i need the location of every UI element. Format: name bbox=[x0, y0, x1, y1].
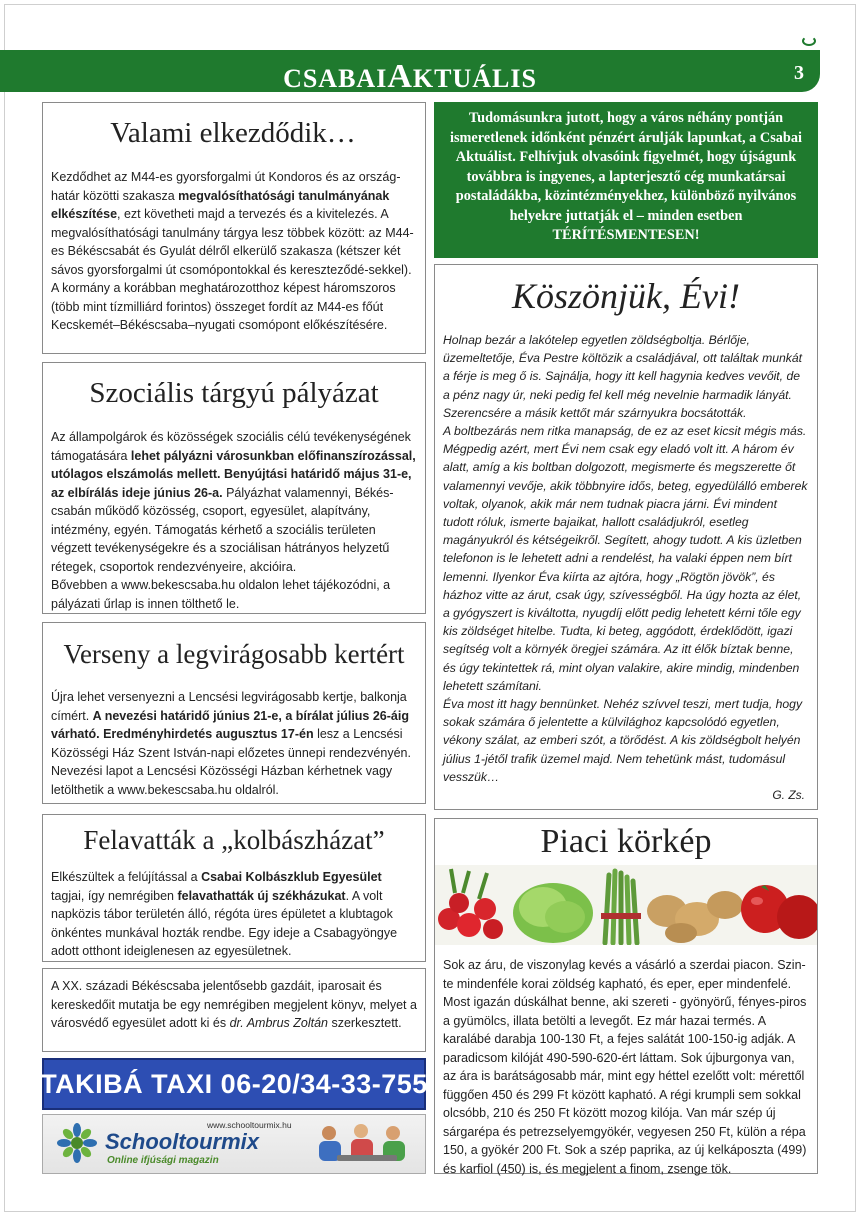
article-title: Köszönjük, Évi! bbox=[512, 276, 740, 316]
article-paragraph: Holnap bezár a lakótelep egyetlen zöldségboltja. Bérlője, üzemeltetője, Éva Pestre költözik a családjával, ott találtak munkát a férje is meg ő is. Sajnálja, hogy itt kell hagynia kedves vevőit, de a pénz nagy úr, neki pedig fel kell még nevelnie harmadik lányát. Szerencsére a másik kettőt már szárnyukra bocsátották. bbox=[443, 333, 803, 420]
vegetables-photo bbox=[435, 865, 817, 945]
body-bold: A nevezési határidő június 21-e, a bírálat július 26-áig várható. Eredményhirdetés augusztus 17-én bbox=[51, 708, 409, 741]
page-number: 3 bbox=[794, 62, 804, 84]
article-body bbox=[51, 688, 417, 799]
article-koszonjuk-evi bbox=[434, 264, 818, 810]
body-text: A XX. századi Békéscsaba jelentősebb gazdáit, iparosait és kereskedőit mutatja be egy nemrégiben megjelent könyv, melyet a városvédő egyesület adott ki és bbox=[51, 979, 417, 1030]
editor-name: dr. Ambrus Zoltán bbox=[229, 1016, 328, 1030]
article-body bbox=[51, 868, 417, 961]
lettuce-icon bbox=[513, 883, 593, 943]
article-verseny bbox=[42, 622, 426, 804]
body-text: Az állampolgárok és közösségek szociális célú tevékenységének támogatására bbox=[51, 430, 411, 463]
title-part-aktualis: KTUÁLIS bbox=[412, 64, 537, 93]
taxi-ad-text: TAKIBÁ TAXI 06-20/34-33-755 bbox=[40, 1068, 428, 1099]
free-newspaper-notice: Tudomásunkra jutott, hogy a város néhány pontján ismeretlenek időnként pénzért árulják lapunkat, a Csabai Aktuálist. Felhívjuk olvasóink figyelmét, hogy újságunk továbbra is ingyenes, a lapterjesztő cég munkatársai postaládákba, közintézményekhez, különböző nyilvános helyekre juttatják el – minden esetben TÉRÍTÉSMENTESEN! bbox=[434, 102, 818, 258]
body-bold: felavathatták új székházukat bbox=[177, 888, 346, 903]
body-text: , ezt követheti majd a tervezés és a kivitelezés. A megvalósíthatósági tanulmány tárgya lesz többek között: az M44-es Békéscsabát és Gyulát délről elkerülő szakasza (kétszer két sávos gyorsforgalmi út csomópontokkal és kereszteződé-sekkel). A kormány a korábban meghatározotthoz képest háromszoros (több mint tízmilliárd forintos) összeget fordít az M44-es főút Kecskemét–Békéscsaba–nyugati csomópont előkészítésére. bbox=[51, 207, 414, 332]
schooltourmix-url[interactable]: www.schooltourmix.hu bbox=[207, 1120, 292, 1130]
article-body: Sok az áru, de viszonylag kevés a vásárló a szerdai piacon. Szin-te mindenféle korai zöldség kapható, és eper, eper mindenfelé. Most igazán dúskálhat benne, aki szereti - gyönyörű, fényes-piros a gyümölcs, illata betölti a levegőt. Ez már hazai termés. A karalábé darabja 100-130 Ft, a fejes salátát 100-150-ig adják. A paradicsom kilóját 490-590-620-ért láttam. Sok újburgonya van, az ára is barátságosabb már, mint egy héttel ezelőtt volt: mérettől függően 450 és 299 Ft között kapható. A régi krumpli sem sokkal olcsóbb, 210 és 250 Ft között mozog kilója. Van már szép új sárgarépa és petrezselyemgyökér, vegyesen 250 Ft, külön a répa 150, a gyökér 200 Ft. Sok a szép paprika, az új kelkáposzta (499) és karfiol (450) is, és megjelent a finom, zsenge tök. bbox=[443, 958, 807, 1176]
author-signature: G. Zs. bbox=[772, 788, 805, 803]
body-text: Újra lehet versenyezni a Lencsési legvirágosabb kertje, balkonja címért. bbox=[51, 690, 407, 723]
article-body bbox=[51, 428, 417, 613]
article-title: Felavatták a „kolbászházat” bbox=[83, 825, 385, 855]
students-illustration-icon bbox=[309, 1121, 419, 1169]
body-text: Pályázhat valamennyi, Békés-csabán működő közösség, csoport, egyesület, alapítvány, intézmény, egyén. Támogatás kérhető a szociális területen végzett tevékenységekre és a szociálisan hátrányos helyzetű rétegek, csoportok rendezvényeire, akcióira. bbox=[51, 485, 394, 574]
article-kolbaszhaz bbox=[42, 814, 426, 962]
article-title: Piaci körkép bbox=[540, 823, 712, 860]
body-text: Bővebben a www.bekescsaba.hu oldalon lehet tájékozódni, a pályázati űrlap is innen tölthető le. bbox=[51, 578, 391, 611]
newspaper-title bbox=[0, 58, 820, 96]
body-bold: Csabai Kolbászklub Egyesület bbox=[201, 870, 382, 884]
article-konyv bbox=[42, 968, 426, 1052]
body-text: Elkészültek a felújítással a bbox=[51, 870, 202, 884]
title-initial: A bbox=[387, 58, 413, 95]
body-bold: lehet pályázni városunkban előfinanszírozással, utólagos elszámolás mellett. Benyújtási határidő május 31-e, az elbírálás ideje június 26-a. bbox=[51, 448, 416, 500]
schooltourmix-subtitle: Online ifjúsági magazin bbox=[107, 1155, 219, 1166]
title-part-csabai: CSABAI bbox=[283, 64, 388, 93]
body-text: Kezdődhet az M44-es gyorsforgalmi út Kondoros és az ország-határ közötti szakasza bbox=[51, 170, 401, 203]
swirl-ornament-icon bbox=[802, 36, 816, 46]
body-bold: megvalósíthatósági tanulmányának elkészítése bbox=[51, 188, 390, 221]
article-paragraph: A boltbezárás nem ritka manapság, de ez az eset kicsit mégis más. Mégpedig azért, mert Évi nem csak egy eladó volt itt. A három év alatt, amíg a kis boltban dolgozott, megismerte és megszerette őt valamennyi vevője, akik többnyire idős, beteg, egyedülálló emberek voltak, olyanok, akik már nem tudnak piacra járni. Évi mindent tudott róluk, ismerte bajaikat, hallott családjukról, esetleg magányukról és kétségeikről. Segített, ahogy tudott. A kis üzletben telefonon is le lehetett adni a rendelést, ha valaki éppen nem bírt lemenni. Ilyenkor Éva kiírta az ajtóra, hogy „Rögtön jövök”, és házhoz vitte az árut, csak úgy, szívességből. Ha úgy hozta az élet, a gyógyszert is kiváltotta, nyugdíj előtt pedig lehetett kérni tőle egy kis zöldséget hitelbe. Tudta, ki beteg, aggódott, érdeklődött, igazi segítség volt a környék öregjei számára. Az itt élők bíztak benne, és úgy tekintettek rá, mint olyan valakire, akire mindig, mindenben lehetett számítani. bbox=[443, 424, 808, 693]
taxi-ad-banner[interactable] bbox=[42, 1058, 426, 1110]
article-title: Valami elkezdődik… bbox=[110, 117, 356, 149]
asparagus-icon bbox=[601, 871, 641, 943]
article-paragraph: Éva most itt hagy bennünket. Nehéz szívvel teszi, mert tudja, hogy sokak számára ő jelentette a külvilághoz kapcsolódó egyetlen, vékony szálat, az emberi szót, a törődést. A kis zöldségbolt helyén július 1-jétől trafik üzemel majd. Nem tehetünk mást, tudomásul vesszük… bbox=[443, 697, 803, 784]
body-text: tagjai, így nemrégiben bbox=[51, 888, 178, 903]
article-title: Verseny a legvirágosabb kertért bbox=[63, 639, 405, 669]
article-szocialis-palyazat bbox=[42, 362, 426, 614]
schooltourmix-name: Schooltourmix bbox=[105, 1129, 260, 1154]
article-body bbox=[51, 977, 417, 1033]
schooltourmix-ad-banner[interactable] bbox=[42, 1114, 426, 1174]
article-piaci-korkep bbox=[434, 818, 818, 1174]
body-text: szerkesztett. bbox=[328, 1016, 402, 1030]
article-body bbox=[51, 168, 415, 335]
article-valami-elkezdodik bbox=[42, 102, 426, 354]
schooltourmix-logo-icon bbox=[57, 1123, 97, 1163]
article-title: Szociális tárgyú pályázat bbox=[89, 377, 379, 409]
body-text: lesz a Lencsési Közösségi Ház Szent István-napi előzetes ünnepi rendezvényén. Nevezési lapot a Lencsési Közösségi Házban kérhetnek vagy letölthetik a www.bekescsaba.hu oldalról. bbox=[51, 727, 411, 797]
body-text: . A volt napközis tábor területén álló, régóta üres épületet a klubtagok önkéntes munkával hozták rendbe. Egy ideje a Csabagyöngye adott otthont ideiglenesen az egyesületnek. bbox=[51, 888, 398, 958]
